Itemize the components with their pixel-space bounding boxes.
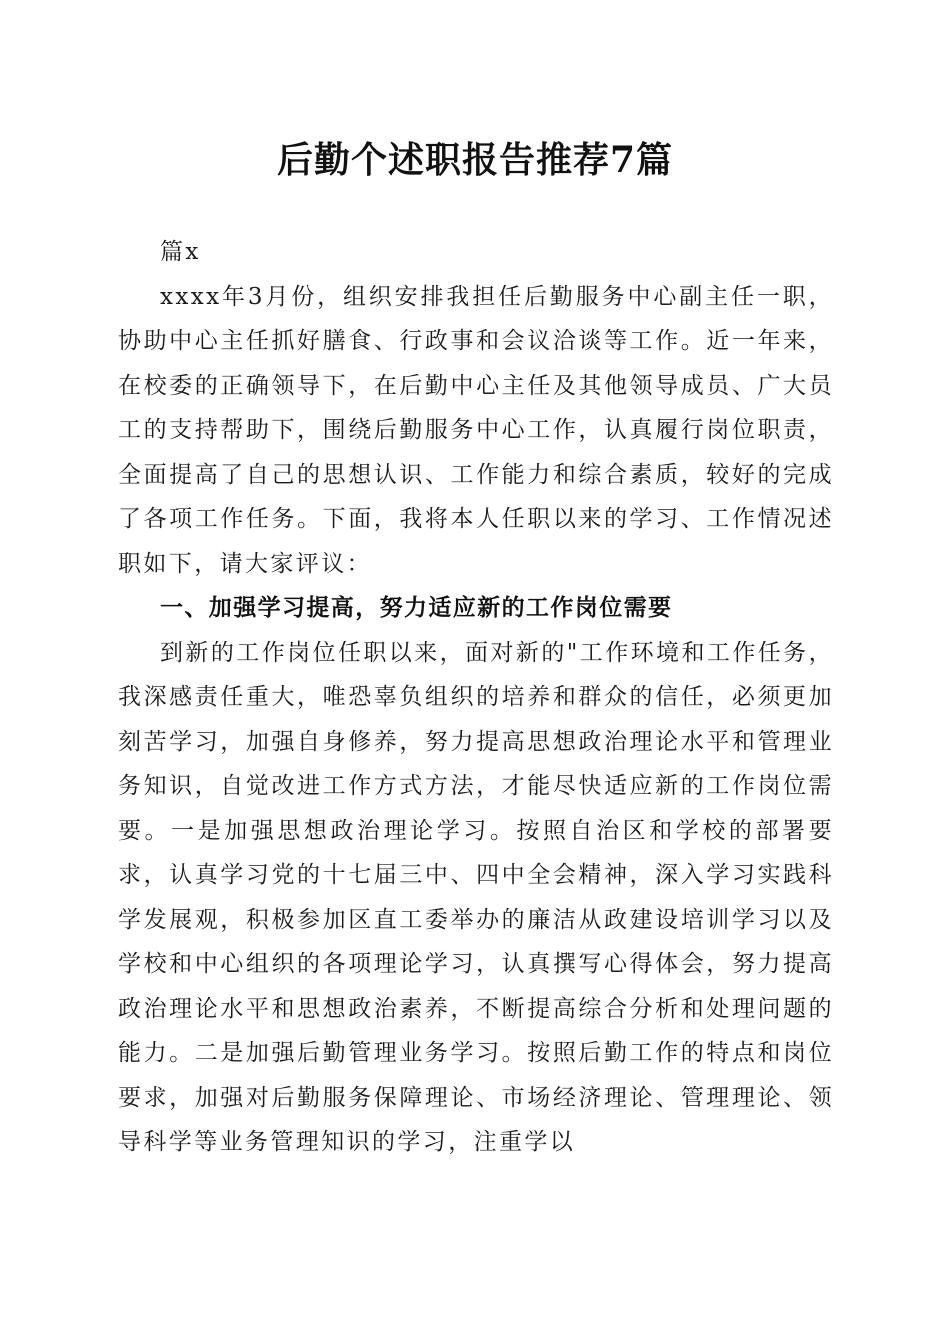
paragraph-section-label: 篇x <box>160 239 201 265</box>
document-title: 后勤个述职报告推荐7篇 <box>276 139 674 181</box>
paragraph-introduction: xxxx年3月份，组织安排我担任后勤服务中心副主任一职，协助中心主任抓好膳食、行政事和会议洽谈等工作。近一年来，在校委的正确领导下，在后勤中心主任及其他领导成员、广大员工的支持帮助下，围绕后勤服务中心工作，认真履行岗位职责，全面提高了自己的思想认识、工作能力和综合素质，较好的完成了各项工作任务。下面，我将本人任职以来的学习、工作情况述职如下，请大家评议： <box>118 283 834 577</box>
document-body <box>118 230 834 1165</box>
paragraph-study: 到新的工作岗位任职以来，面对新的"工作环境和工作任务，我深感责任重大，唯恐辜负组织的培养和群众的信任，必须更加刻苦学习，加强自身修养，努力提高思想政治理论水平和管理业务知识，自觉改进工作方式方法，才能尽快适应新的工作岗位需要。一是加强思想政治理论学习。按照自治区和学校的部署要求，认真学习党的十七届三中、四中全会精神，深入学习实践科学发展观，积极参加区直工委举办的廉洁从政建设培训学习以及学校和中心组织的各项理论学习，认真撰写心得体会，努力提高政治理论水平和思想政治素养，不断提高综合分析和处理问题的能力。二是加强后勤管理业务学习。按照后勤工作的特点和岗位要求，加强对后勤服务保障理论、市场经济理论、管理理论、领导科学等业务管理知识的学习，注重学以 <box>118 639 834 1155</box>
section-heading-1: 一、加强学习提高，努力适应新的工作岗位需要 <box>160 595 673 621</box>
